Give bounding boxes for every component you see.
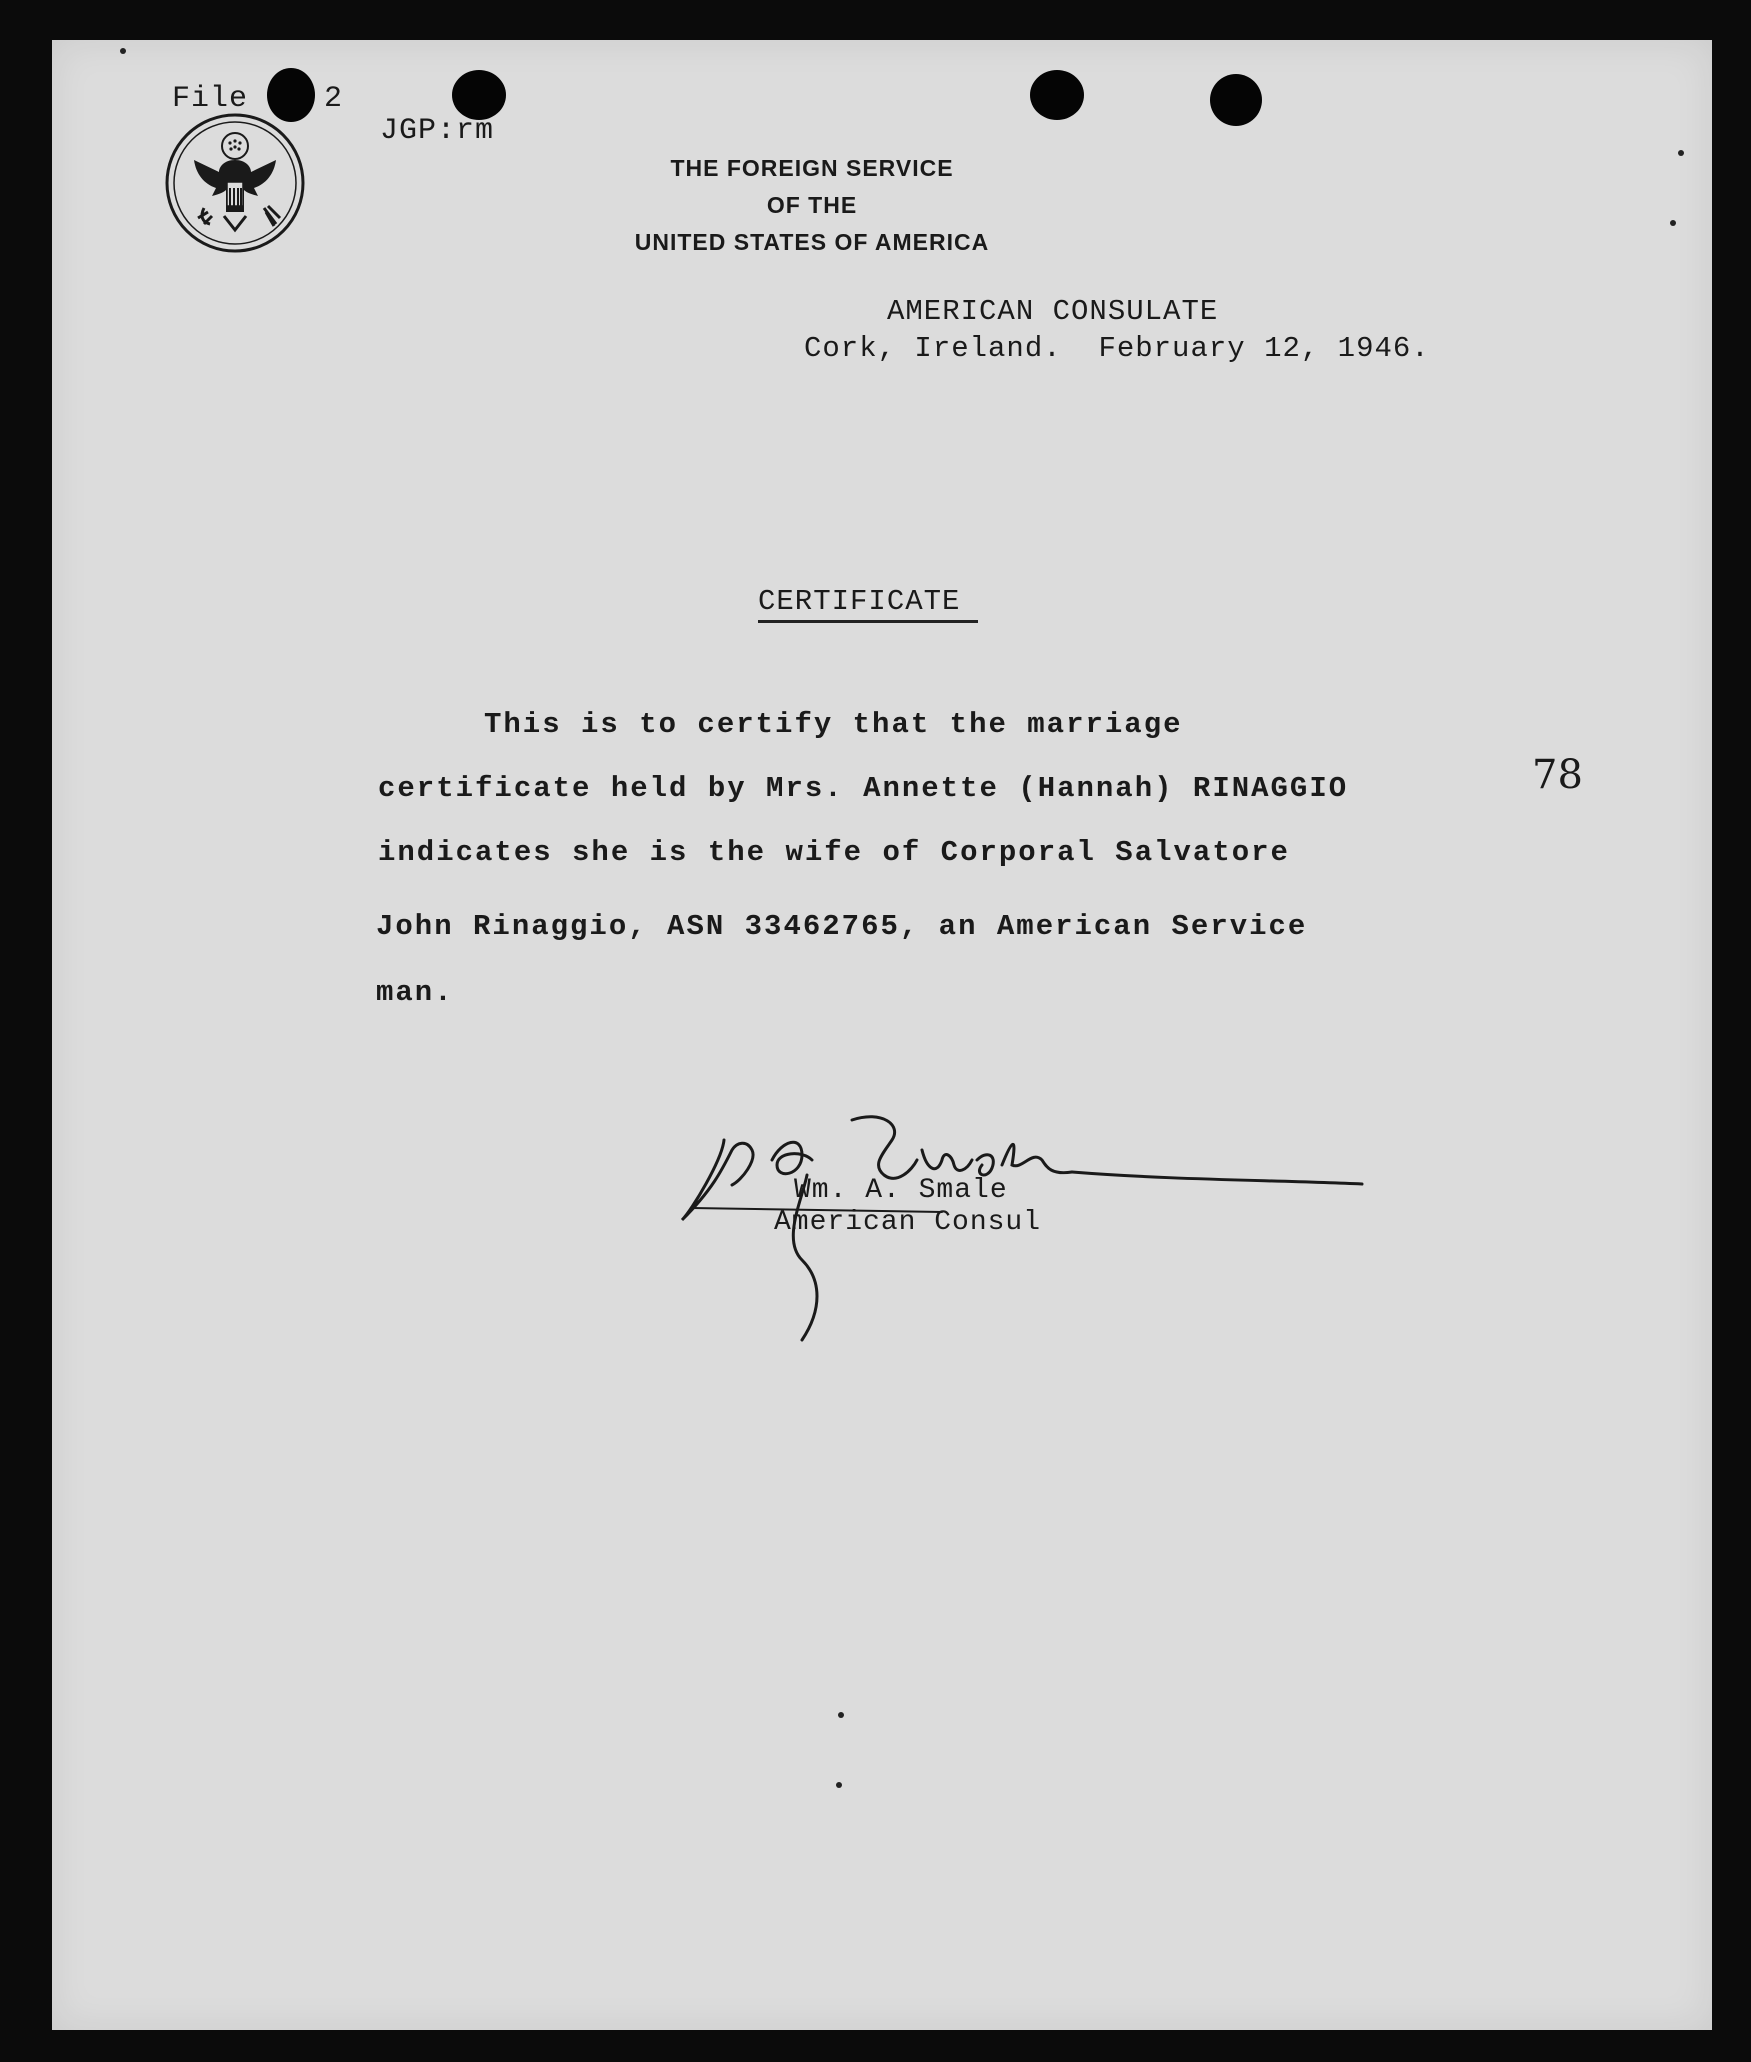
punch-hole xyxy=(1030,70,1084,120)
service-line: UNITED STATES OF AMERICA xyxy=(634,229,990,255)
speck xyxy=(1678,150,1684,156)
file-number: 2 xyxy=(324,82,344,116)
consulate-name: AMERICAN CONSULATE xyxy=(887,295,1219,328)
body-line: John Rinaggio, ASN 33462765, an American Service xyxy=(376,910,1308,943)
service-line: OF THE xyxy=(766,192,858,218)
file-reference xyxy=(172,82,343,116)
document-heading: CERTIFICATE xyxy=(758,585,978,623)
speck xyxy=(836,1782,842,1788)
speck xyxy=(120,48,126,54)
signatory-name: Wm. A. Smale xyxy=(794,1175,1008,1206)
service-line: THE FOREIGN SERVICE xyxy=(670,155,954,181)
body-line: indicates she is the wife of Corporal Salvatore xyxy=(378,836,1290,869)
punch-hole xyxy=(1210,74,1262,126)
speck xyxy=(1670,220,1676,226)
service-heading xyxy=(612,150,1012,261)
place-and-date: Cork, Ireland. February 12, 1946. xyxy=(804,332,1430,365)
body-line: man. xyxy=(376,976,454,1009)
speck xyxy=(838,1712,844,1718)
page-number: 78 xyxy=(1532,752,1583,798)
document-page xyxy=(52,40,1712,2030)
file-label: File xyxy=(172,82,249,116)
reference-initials: JGP:rm xyxy=(380,114,495,148)
body-line: This is to certify that the marriage xyxy=(484,708,1183,741)
punch-hole xyxy=(452,70,506,120)
body-line: certificate held by Mrs. Annette (Hannah) RINAGGIO xyxy=(378,772,1349,805)
great-seal-icon xyxy=(164,112,306,254)
signatory-title: American Consul xyxy=(774,1207,1042,1238)
